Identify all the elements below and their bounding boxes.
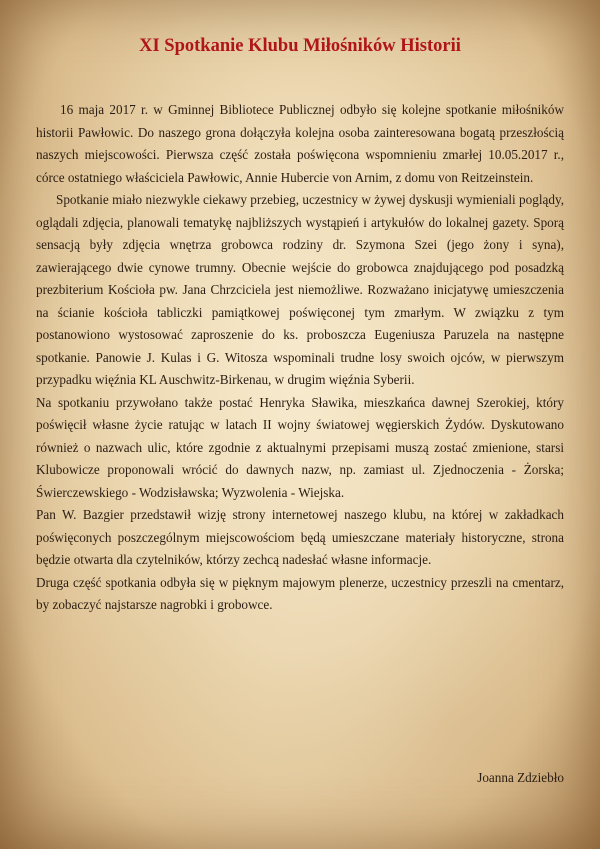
paragraph-cemetery: Druga część spotkania odbyła się w pięknym majowym plenerze, uczestnicy przeszli na cmentarz, by zobaczyć najstarsze nagrobki i grobowce. — [36, 574, 564, 612]
document-title: XI Spotkanie Klubu Miłośników Historii — [139, 36, 461, 56]
author-signature: Joanna Zdziebło — [477, 770, 564, 785]
paragraph-intro: 16 maja 2017 r. w Gminnej Bibliotece Publicznej odbyło się kolejne spotkanie miłośników historii Pawłowic. Do naszego grona dołączyła kolejna osoba zainteresowana bogatą przeszłością naszych miejscowości. Pierwsza część została poświęcona wspomnieniu zmarłej 10.05.2017 r., córce ostatniego właściciela Pawłowic, Annie Hubercie von Arnim, z domu von Reitzeinstein. — [36, 102, 564, 185]
paragraph-henryk-slawik: Na spotkaniu przywołano także postać Henryka Sławika, mieszkańca dawnej Szerokiej, który poświęcił własne życie ratując w latach II wojny światowej węgierskich Żydów. Dyskutowano również o nazwach ulic, które zgodnie z aktualnymi przepisami muszą zostać zmienione, starsi Klubowicze proponowali wrócić do dawnych nazw, np. zamiast ul. Zjednoczenia - Żorska; Świerczewskiego - Wodzisławska; Wyzwolenia - Wiejska. — [36, 394, 564, 500]
paragraph-website: Pan W. Bazgier przedstawił wizję strony internetowej naszego klubu, na której w zakładkach poświęconych poszczególnym miejscowościom będą umieszczane materiały historyczne, strona będzie otwarta dla czytelników, którzy zechcą nadesłać własne informacje. — [36, 507, 564, 567]
article-body — [36, 99, 564, 617]
paragraph-meeting-course: Spotkanie miało niezwykle ciekawy przebieg, uczestnicy w żywej dyskusji wymieniali poglądy, oglądali zdjęcia, planowali tematykę najbliższych wystąpień i artykułów do lokalnej gazety. Sporą sensacją były zdjęcia wnętrza grobowca rodziny dr. Szymona Szei (jego żony i syna), zawierającego dwie cynowe trumny. Obecnie wejście do grobowca znajdującego pod posadzką prezbiterium Kościoła pw. Jana Chrzciciela jest niemożliwe. Rozważano inicjatywę umieszczenia na ścianie kościoła tabliczki pamiątkowej poświęconej tym zmarłym. W związku z tym postanowiono wystosować zaproszenie do ks. proboszcza Eugeniusza Paruzela na następne spotkanie. Panowie J. Kulas i G. Witosza wspominali trudne losy swoich ojców, w pierwszym przypadku więźnia KL Auschwitz-Birkenau, w drugim więźnia Syberii. — [36, 192, 564, 387]
